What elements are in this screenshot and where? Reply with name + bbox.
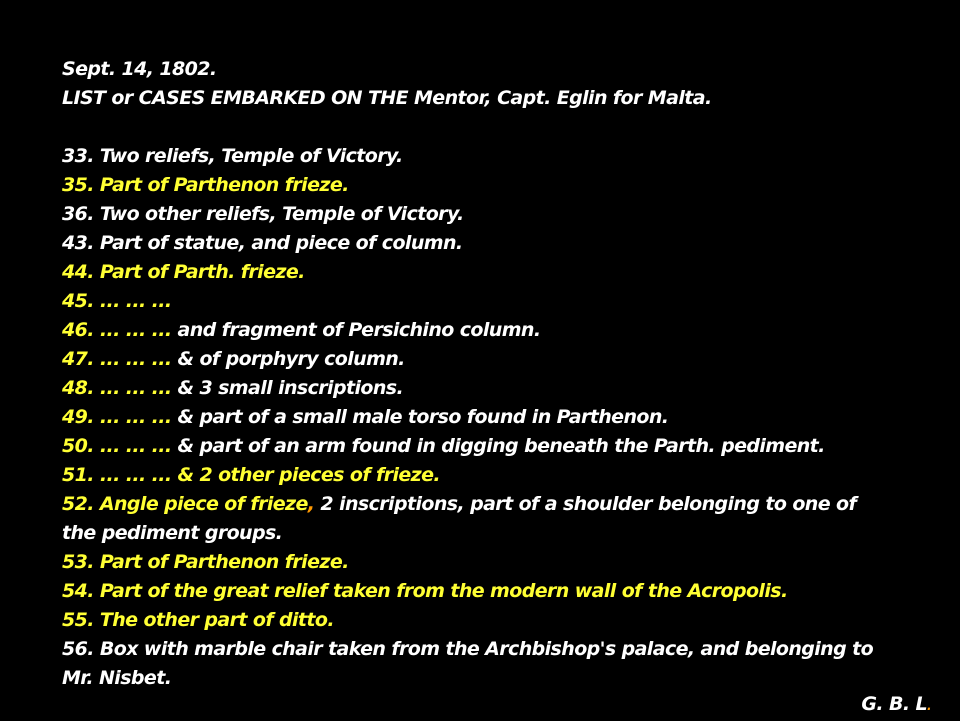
list-item-49	[62, 403, 892, 432]
list-item-51: 51. ... ... ... & 2 other pieces of frieze.	[62, 464, 441, 486]
text-body	[62, 55, 892, 693]
list-item-comma: ,	[307, 493, 315, 515]
list-item-description: & of porphyry column.	[171, 348, 405, 370]
list-item-number: 48. ... ... ...	[62, 377, 172, 399]
date-line: Sept. 14, 1802.	[62, 58, 217, 80]
list-item-54: 54. Part of the great relief taken from the modern wall of the Acropolis.	[62, 580, 788, 602]
list-item-description: 2 inscriptions, part of a shoulder belonging to one of the pediment groups.	[62, 493, 857, 544]
list-item-number: 46. ... ... ...	[62, 319, 172, 341]
list-item-48	[62, 374, 892, 403]
list-item-description: & part of a small male torso found in Parthenon.	[171, 406, 669, 428]
blank-line	[62, 113, 892, 142]
list-item-description: and fragment of Persichino column.	[171, 319, 541, 341]
list-item-number: 52. Angle piece of frieze	[62, 493, 308, 515]
list-item-36: 36. Two other reliefs, Temple of Victory.	[62, 203, 464, 225]
list-item-43: 43. Part of statue, and piece of column.	[62, 232, 463, 254]
list-item-45: 45. ... ... ...	[62, 290, 172, 312]
list-item-description: & part of an arm found in digging beneath the Parth. pediment.	[171, 435, 825, 457]
title-line: LIST or CASES EMBARKED ON THE Mentor, Capt. Eglin for Malta.	[62, 87, 712, 109]
list-item-35: 35. Part of Parthenon frieze.	[62, 174, 349, 196]
signature-dot: .	[927, 699, 931, 713]
list-item-56: 56. Box with marble chair taken from the Archbishop's palace, and belonging to Mr. Nisbet.	[62, 638, 874, 689]
list-item-44: 44. Part of Parth. frieze.	[62, 261, 305, 283]
list-item-number: 49. ... ... ...	[62, 406, 172, 428]
list-item-47	[62, 345, 892, 374]
list-item-46	[62, 316, 892, 345]
signature-initials: G. B. L	[861, 693, 928, 715]
list-item-33: 33. Two reliefs, Temple of Victory.	[62, 145, 403, 167]
list-item-number: 47. ... ... ...	[62, 348, 172, 370]
list-item-55: 55. The other part of ditto.	[62, 609, 334, 631]
list-item-number: 50. ... ... ...	[62, 435, 172, 457]
signature	[861, 690, 931, 721]
list-item-53: 53. Part of Parthenon frieze.	[62, 551, 349, 573]
list-item-50	[62, 432, 892, 461]
list-item-52	[62, 490, 892, 548]
list-item-description: & 3 small inscriptions.	[171, 377, 404, 399]
